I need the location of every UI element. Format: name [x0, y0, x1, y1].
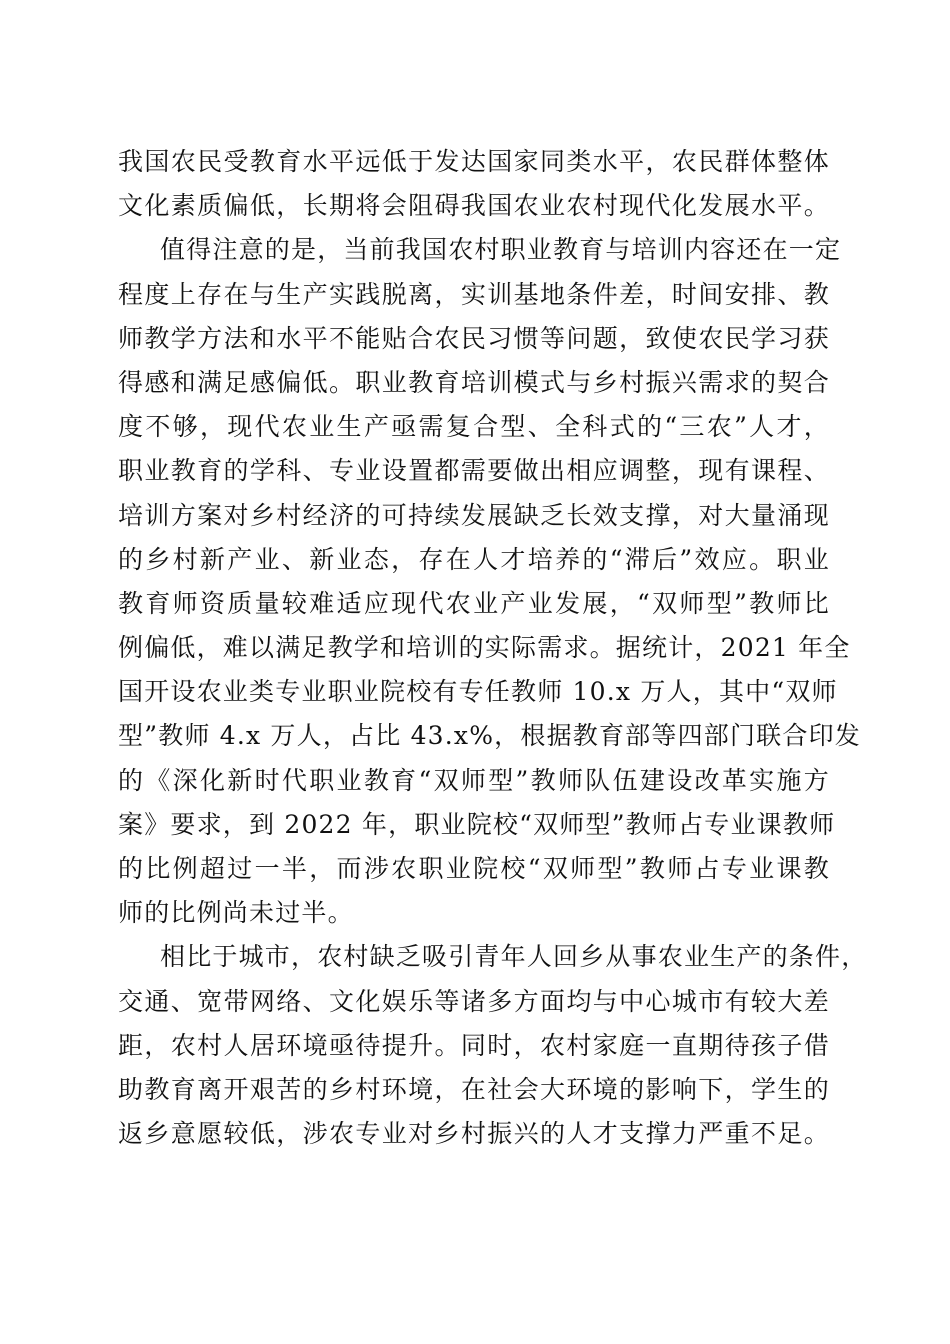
text-line: 国开设农业类专业职业院校有专任教师 10.x 万人，其中“双师 — [118, 677, 838, 707]
text-line: 的乡村新产业、新业态，存在人才培养的“滞后”效应。职业 — [118, 544, 830, 574]
text-line: 值得注意的是，当前我国农村职业教育与培训内容还在一定 — [160, 235, 842, 265]
paragraph-3 — [118, 935, 868, 1156]
text-line: 型”教师 4.x 万人，占比 43.x%，根据教育部等四部门联合印发 — [118, 721, 861, 751]
body-text — [118, 140, 868, 1156]
text-line: 相比于城市，农村缺乏吸引青年人回乡从事农业生产的条件， — [160, 942, 868, 972]
text-line: 教育师资质量较难适应现代农业产业发展，“双师型”教师比 — [118, 588, 830, 618]
paragraph-2 — [118, 228, 861, 935]
text-line: 交通、宽带网络、文化娱乐等诸多方面均与中心城市有较大差 — [118, 986, 830, 1016]
text-line: 师教学方法和水平不能贴合农民习惯等问题，致使农民学习获 — [118, 323, 830, 353]
text-line: 度不够，现代农业生产亟需复合型、全科式的“三农”人才， — [118, 412, 830, 442]
text-line: 返乡意愿较低，涉农专业对乡村振兴的人才支撑力严重不足。 — [118, 1119, 830, 1149]
text-line: 助教育离开艰苦的乡村环境，在社会大环境的影响下，学生的 — [118, 1074, 830, 1104]
text-line: 文化素质偏低，长期将会阻碍我国农业农村现代化发展水平。 — [118, 191, 830, 221]
text-line: 我国农民受教育水平远低于发达国家同类水平，农民群体整体 — [118, 147, 830, 176]
text-line: 程度上存在与生产实践脱离，实训基地条件差，时间安排、教 — [118, 279, 830, 309]
text-line: 师的比例尚未过半。 — [118, 898, 354, 928]
text-line: 案》要求，到 2022 年，职业院校“双师型”教师占专业课教师 — [118, 809, 836, 839]
text-line: 的比例超过一半，而涉农职业院校“双师型”教师占专业课教 — [118, 854, 830, 883]
text-line: 例偏低，难以满足教学和培训的实际需求。据统计，2021 年全 — [118, 633, 851, 663]
text-line: 距，农村人居环境亟待提升。同时，农村家庭一直期待孩子借 — [118, 1030, 830, 1060]
text-line: 培训方案对乡村经济的可持续发展缺乏长效支撑，对大量涌现 — [118, 500, 830, 530]
paragraph-1 — [118, 140, 830, 228]
text-line: 的《深化新时代职业教育“双师型”教师队伍建设改革实施方 — [118, 765, 830, 795]
text-line: 得感和满足感偏低。职业教育培训模式与乡村振兴需求的契合 — [118, 367, 830, 397]
text-line: 职业教育的学科、专业设置都需要做出相应调整，现有课程、 — [118, 456, 830, 486]
